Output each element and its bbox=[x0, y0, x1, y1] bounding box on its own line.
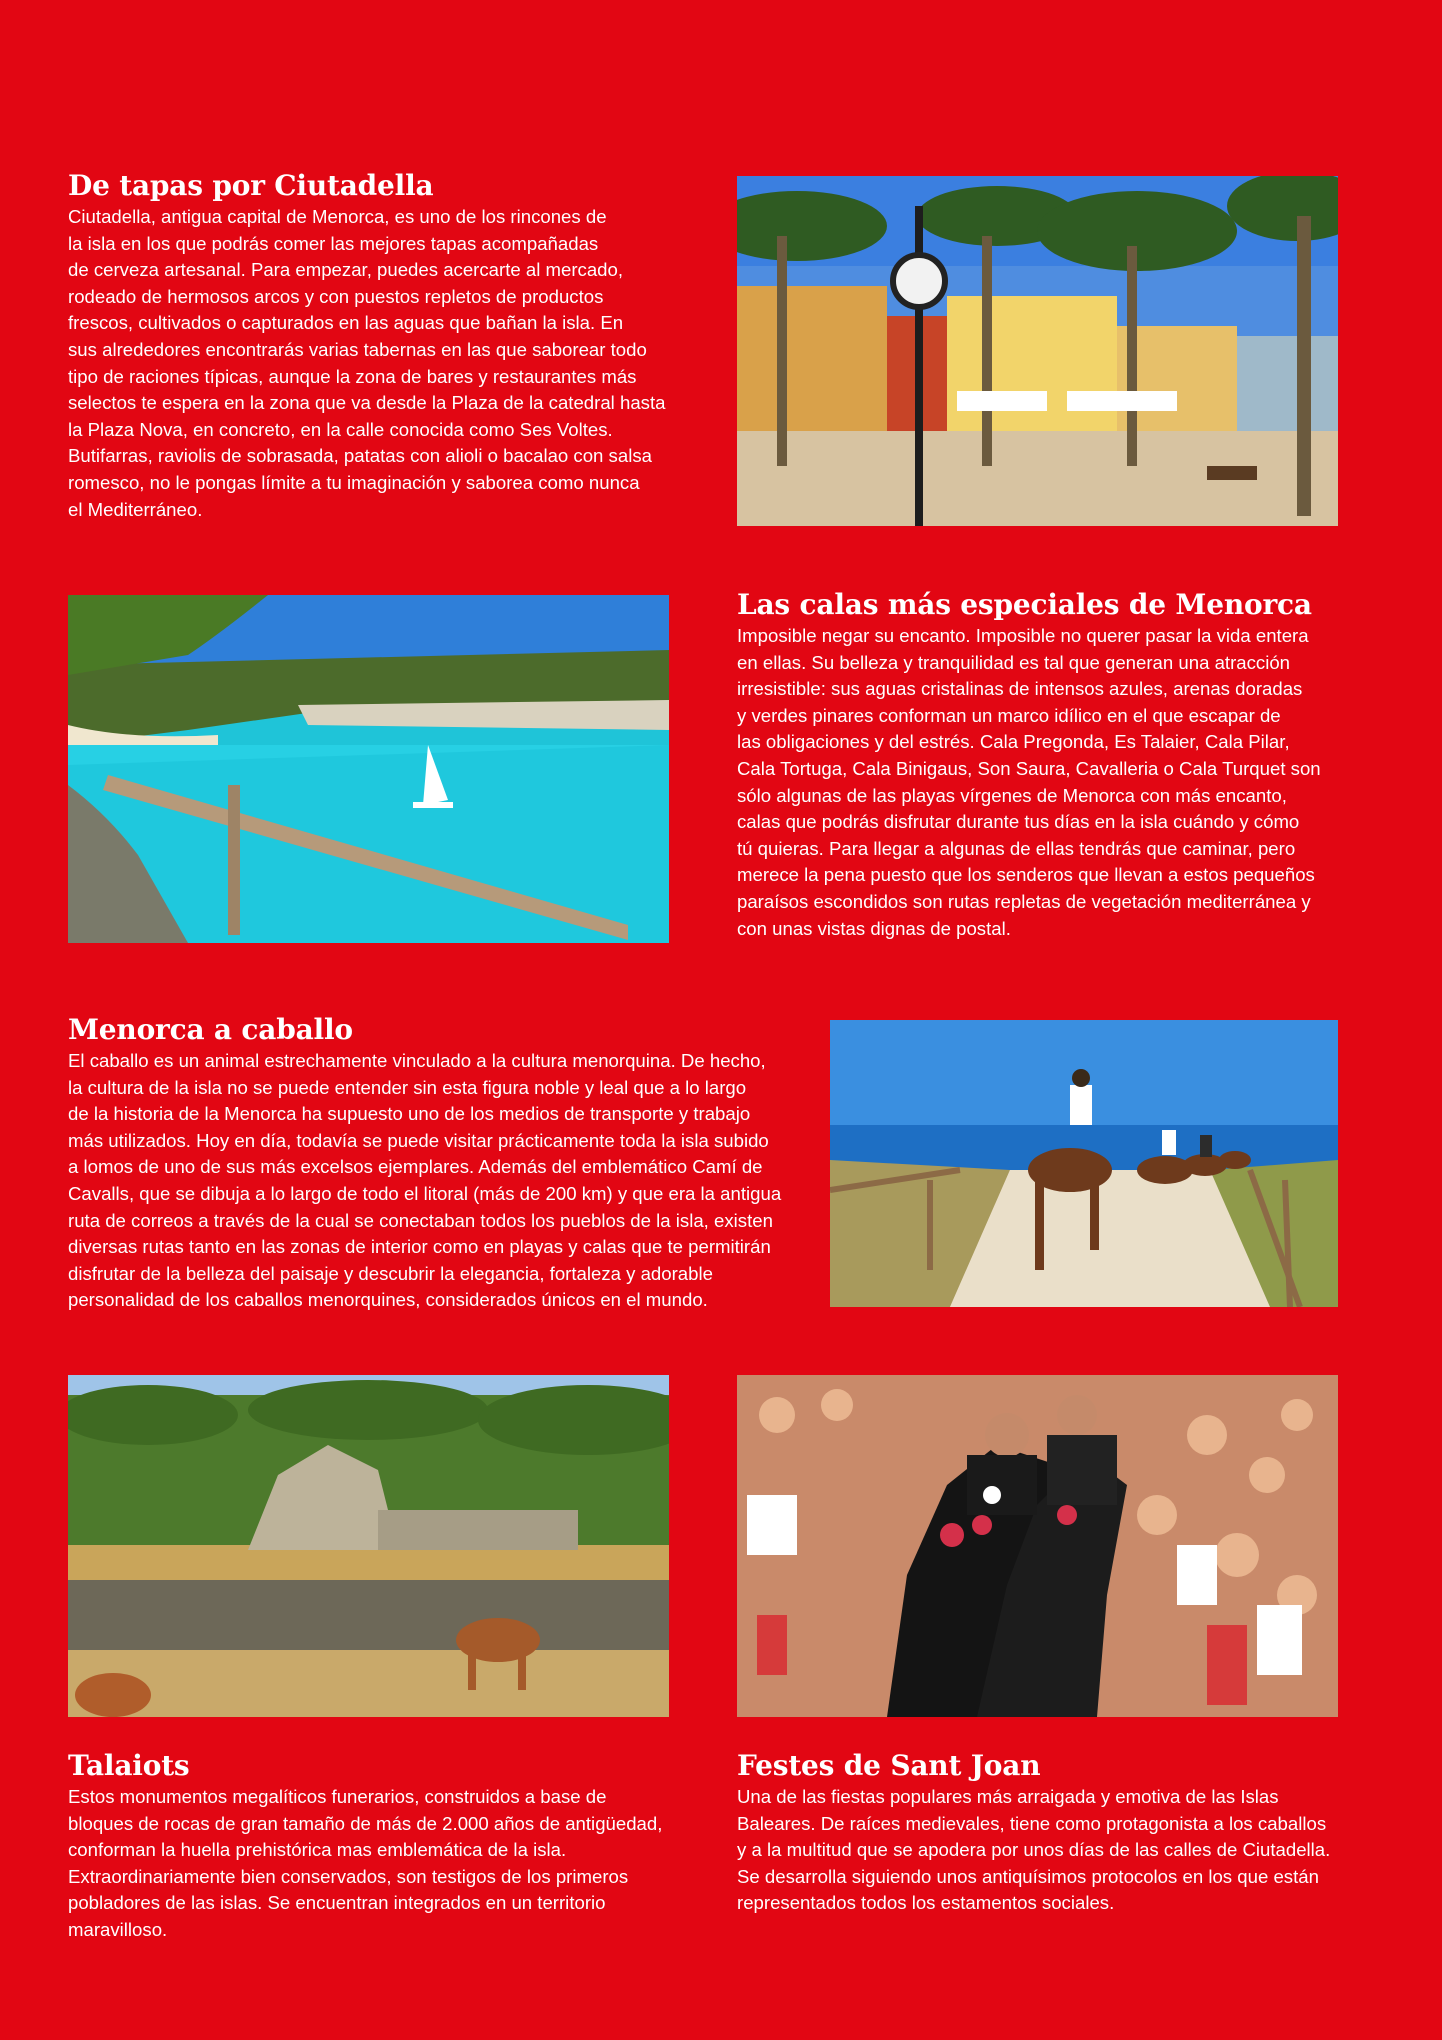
section-text: Imposible negar su encanto. Imposible no querer pasar la vida entera en ellas. Su belleza y tranquilidad es tal que generan una atracción irresistible: sus aguas cristalinas de intensos azules, arenas doradas y verdes pinares conforman un marco idílico en el que escapar de las obligaciones y del estrés. Cala Pregonda, Es Talaier, Cala Pilar, Cala Tortuga, Cala Binigaus, Son Saura, Cavalleria o Cala Turquet son sólo algunas de las playas vírgenes de Menorca con más encanto, calas que podrás disfrutar durante tus días en la isla cuándo y cómo tú quieras. Para llegar a algunas de ellas tendrás que caminar, pero merece la pena puesto que los senderos que llevan a estos pequeños paraísos escondidos son rutas repletas de vegetación mediterránea y con unas vistas dignas de postal. bbox=[737, 625, 1321, 939]
photo-sant-joan-horses bbox=[737, 1375, 1338, 1717]
photo-talaiot-cows bbox=[68, 1375, 669, 1717]
section-tapas-ciutadella bbox=[68, 170, 688, 523]
photo-cala-turquoise bbox=[68, 595, 669, 943]
section-talaiots bbox=[68, 1750, 708, 1944]
photo-horse-riding-beach bbox=[830, 1020, 1338, 1307]
section-calas-menorca bbox=[737, 589, 1377, 942]
section-title: Las calas más especiales de Menorca bbox=[737, 588, 1312, 621]
section-festes-sant-joan bbox=[737, 1750, 1397, 1917]
section-title: Festes de Sant Joan bbox=[737, 1749, 1041, 1782]
section-title: Talaiots bbox=[68, 1749, 190, 1782]
section-text: Estos monumentos megalíticos funerarios, construidos a base de bloques de rocas de gran tamaño de más de 2.000 años de antigüedad, conforman la huella prehistórica mas emblemática de la isla. Extraordinariamente bien conservados, son testigos de los primeros pobladores de las islas. Se encuentran integrados en un territorio maravilloso. bbox=[68, 1786, 663, 1940]
section-title: De tapas por Ciutadella bbox=[68, 169, 434, 202]
section-title: Menorca a caballo bbox=[68, 1013, 353, 1046]
section-menorca-caballo bbox=[68, 1014, 808, 1314]
section-text: Ciutadella, antigua capital de Menorca, es uno de los rincones de la isla en los que podrás comer las mejores tapas acompañadas de cerveza artesanal. Para empezar, puedes acercarte al mercado, rodeado de hermosos arcos y con puestos repletos de productos frescos, cultivados o capturados en las aguas que bañan la isla. En sus alrededores encontrarás varias tabernas en las que saborear todo tipo de raciones típicas, aunque la zona de bares y restaurantes más selectos te espera en la zona que va desde la Plaza de la catedral hasta la Plaza Nova, en concreto, en la calle conocida como Ses Voltes. Butifarras, raviolis de sobrasada, patatas con alioli o bacalao con salsa romesco, no le pongas límite a tu imaginación y saborea como nunca el Mediterráneo. bbox=[68, 206, 666, 520]
section-text: El caballo es un animal estrechamente vinculado a la cultura menorquina. De hecho, la cultura de la isla no se puede entender sin esta figura noble y leal que a lo largo de la historia de la Menorca ha supuesto uno de los medios de transporte y trabajo más utilizados. Hoy en día, todavía se puede visitar prácticamente toda la isla subido a lomos de uno de sus más excelsos ejemplares. Además del emblemático Camí de Cavalls, que se dibuja a lo largo de todo el litoral (más de 200 km) y que era la antigua ruta de correos a través de la cual se conectaban todos los pueblos de la isla, existen diversas rutas tanto en las zonas de interior como en playas y calas que te permitirán disfrutar de la belleza del paisaje y descubrir la elegancia, fortaleza y adorable personalidad de los caballos menorquines, considerados únicos en el mundo. bbox=[68, 1050, 782, 1311]
photo-ciutadella-plaza bbox=[737, 176, 1338, 526]
section-text: Una de las fiestas populares más arraigada y emotiva de las Islas Baleares. De raíces medievales, tiene como protagonista a los caballos y a la multitud que se apodera por unos días de las calles de Ciutadella. Se desarrolla siguiendo unos antiquísimos protocolos en los que están representados todos los estamentos sociales. bbox=[737, 1786, 1331, 1914]
